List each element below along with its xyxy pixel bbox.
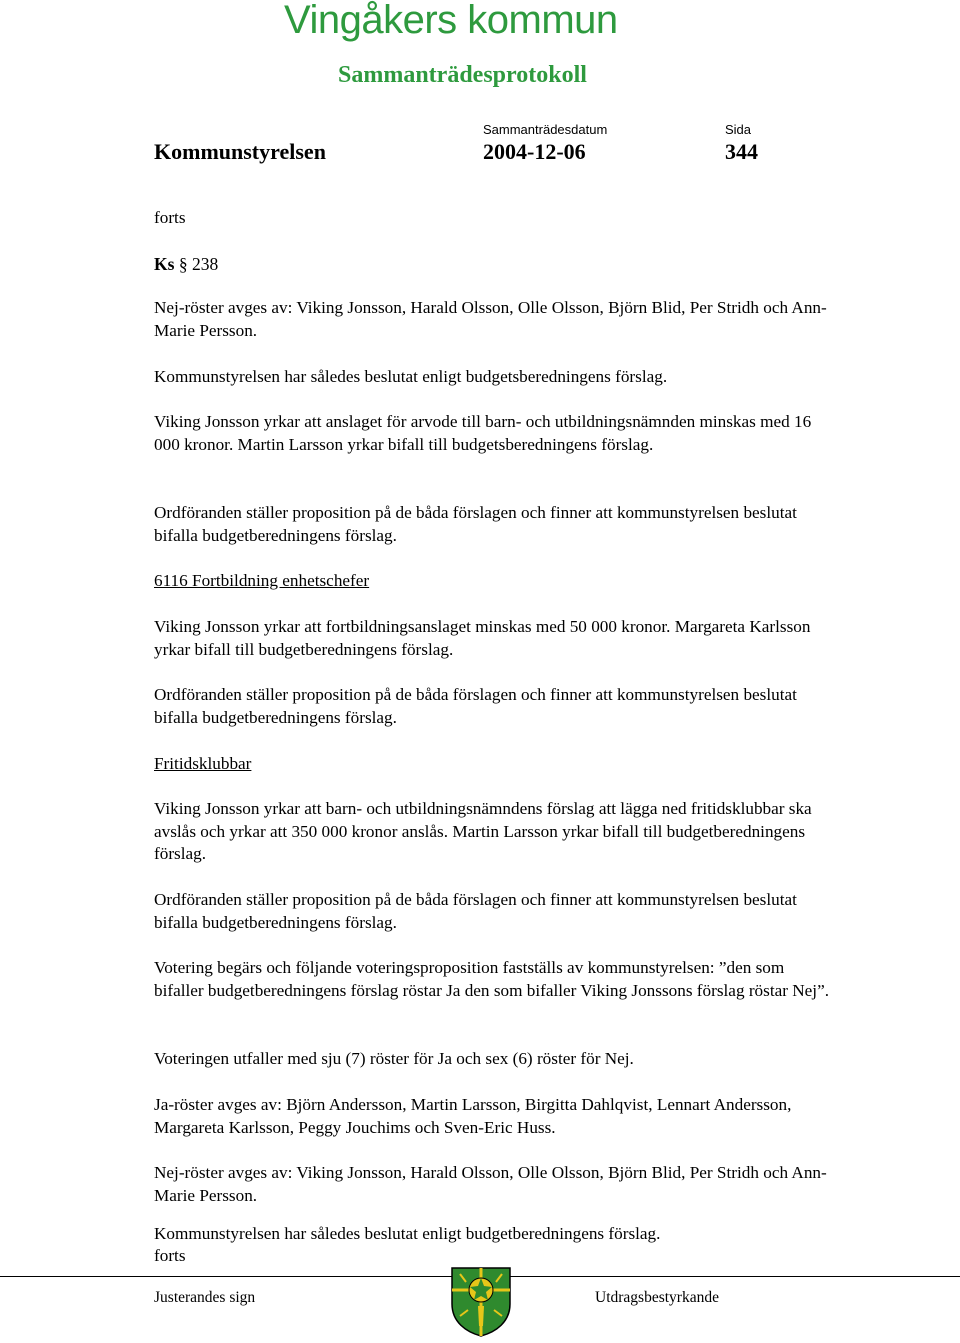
paragraph-7: Viking Jonsson yrkar att barn- och utbildningsnämndens förslag att lägga ned fritidsklubbar ska avslås och yrkar att 350 000 kronor anslås. Martin Larsson yrkar bifall till budgetberedningens förslag.: [154, 799, 812, 864]
paragraph-13: Kommunstyrelsen har således beslutat enligt budgetberedningens förslag.: [154, 1224, 661, 1243]
paragraph-reference: [154, 254, 218, 275]
paragraph-1: Nej-röster avges av: Viking Jonsson, Harald Olsson, Olle Olsson, Björn Blid, Per Stridh och Ann-Marie Persson.: [154, 298, 827, 340]
paragraph-11: Ja-röster avges av: Björn Andersson, Martin Larsson, Birgitta Dahlqvist, Lennart Andersson, Margareta Karlsson, Peggy Jouchims och Sven-Eric Huss.: [154, 1095, 792, 1137]
paragraph-5: Viking Jonsson yrkar att fortbildningsanslaget minskas med 50 000 kronor. Margareta Karlsson yrkar bifall till budgetberedningens förslag.: [154, 617, 811, 659]
page-label: Sida: [725, 122, 752, 137]
paragraph-6: Ordföranden ställer proposition på de båda förslagen och finner att kommunstyrelsen beslutat bifalla budgetberedningens förslag.: [154, 685, 797, 727]
paragraph-3: Viking Jonsson yrkar att anslaget för arvode till barn- och utbildningsnämnden minskas med 16 000 kronor. Martin Larsson yrkar bifall till budgetsberedningens förslag.: [154, 412, 812, 454]
paragraph-2: Kommunstyrelsen har således beslutat enligt budgetsberedningens förslag.: [154, 367, 668, 386]
document-type: Sammanträdesprotokoll: [338, 62, 587, 88]
paragraph-10: Voteringen utfaller med sju (7) röster för Ja och sex (6) röster för Nej.: [154, 1049, 634, 1068]
heading-fritidsklubbar: Fritidsklubbar: [154, 754, 252, 773]
organization-name: Vingåkers kommun: [284, 0, 618, 42]
body-name: Kommunstyrelsen: [154, 139, 326, 164]
paragraph-4: Ordföranden ställer proposition på de båda förslagen och finner att kommunstyrelsen beslutat bifalla budgetberedningens förslag.: [154, 503, 797, 545]
page-number: 344: [725, 139, 758, 164]
paragraph-12: Nej-röster avges av: Viking Jonsson, Harald Olsson, Olle Olsson, Björn Blid, Per Stridh och Ann-Marie Persson.: [154, 1163, 827, 1205]
forts-bottom: forts: [154, 1246, 186, 1265]
heading-fortbildning: 6116 Fortbildning enhetschefer: [154, 571, 370, 590]
ks-prefix: Ks: [154, 254, 175, 274]
paragraph-9: Votering begärs och följande voteringsproposition fastställs av kommunstyrelsen: ”den som bifaller budgetberedningens förslag röstar Ja den som bifaller Viking Jonssons förslag röstar Nej”.: [154, 958, 830, 1000]
municipal-crest-icon: [448, 1266, 514, 1338]
signature-label: Justerandes sign: [154, 1289, 256, 1306]
meeting-date: 2004-12-06: [483, 139, 586, 164]
forts-top: forts: [154, 208, 186, 227]
date-label: Sammanträdesdatum: [483, 122, 608, 137]
ks-number: 238: [191, 254, 219, 274]
certification-label: Utdragsbestyrkande: [595, 1289, 719, 1306]
paragraph-8: Ordföranden ställer proposition på de båda förslagen och finner att kommunstyrelsen beslutat bifalla budgetberedningens förslag.: [154, 890, 797, 932]
section-sign: §: [178, 254, 188, 274]
